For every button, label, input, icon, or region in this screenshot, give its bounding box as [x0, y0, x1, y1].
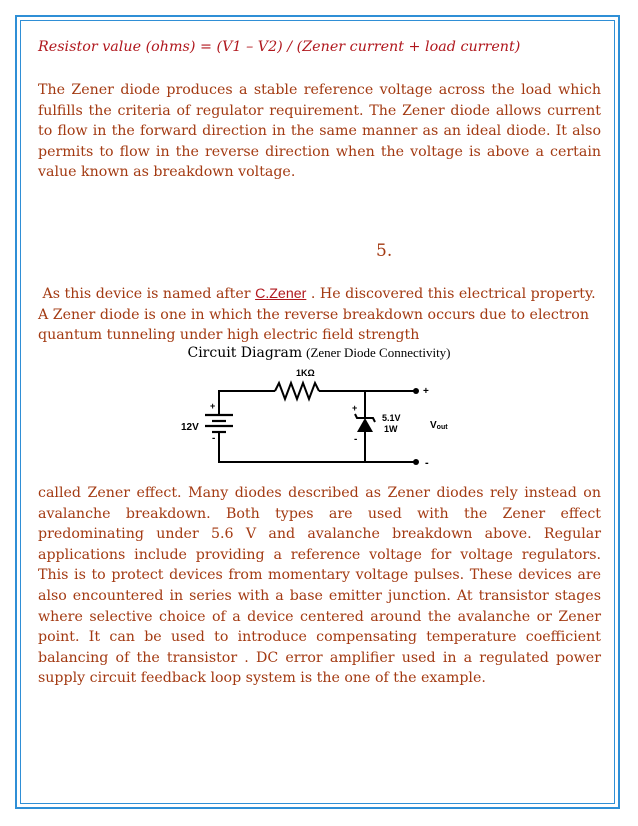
paragraph-zener-name: [38, 284, 601, 346]
output-voltage-v: V: [430, 420, 437, 431]
output-minus-sign: -: [425, 457, 429, 469]
output-plus-sign: +: [423, 386, 429, 397]
zener-power-label: 1W: [384, 424, 398, 434]
battery-minus-sign: -: [212, 433, 216, 444]
output-voltage-subscript: out: [436, 424, 448, 431]
zener-voltage-label: 5.1V: [382, 413, 401, 423]
battery-symbol: [205, 415, 233, 432]
zener-minus-sign: -: [354, 434, 358, 445]
page-number: 5.: [376, 241, 393, 261]
caption-sub: (Zener Diode Connectivity): [306, 345, 451, 360]
output-voltage-label: [430, 420, 448, 431]
resistor-label: 1KΩ: [296, 368, 315, 378]
c-zener-link[interactable]: C.Zener: [255, 286, 307, 302]
zener-circuit-diagram: [170, 360, 470, 472]
paragraph-zener-effect: called Zener effect. Many diodes described as Zener diodes rely instead on avalanche breakdown. Both types are used with the Zener effect predominating under 5.6 V and avalanche breakdown above. Regular applications include providing a reference voltage for voltage regulators. This is to protect devices from momentary voltage pulses. These devices are also encountered in series with a base emitter junction. At transistor stages where selective choice of a device centered around the avalanche or Zener point. It can be used to introduce compensating temperature coefficient balancing of the transistor . DC error amplifier used in a regulated power supply circuit feedback loop system is the one of the example.: [38, 485, 601, 687]
paragraph-zener-intro: The Zener diode produces a stable reference voltage across the load which fulfills the criteria of regulator requirement. The Zener diode allows current to flow in the forward direction in the same manner as an ideal diode. It also permits to flow in the reverse direction when the voltage is above a certain value known as breakdown voltage.: [38, 82, 601, 181]
battery-label: 12V: [181, 422, 199, 433]
output-terminal-negative: [413, 459, 419, 465]
output-terminal-positive: [413, 388, 419, 394]
paragraph-text-after-link: . He discovered this electrical property. A Zener diode is one in which the reverse breakdown occurs due to electron quantum tunneling under high electric field strength: [38, 286, 596, 344]
paragraph-text-before-link: As this device is named after: [42, 286, 256, 302]
caption-main: Circuit Diagram: [187, 345, 303, 361]
battery-plus-sign: +: [210, 401, 216, 411]
zener-plus-sign: +: [352, 403, 358, 413]
resistor-formula: Resistor value (ohms) = (V1 – V2) / (Zener current + load current): [38, 39, 521, 55]
